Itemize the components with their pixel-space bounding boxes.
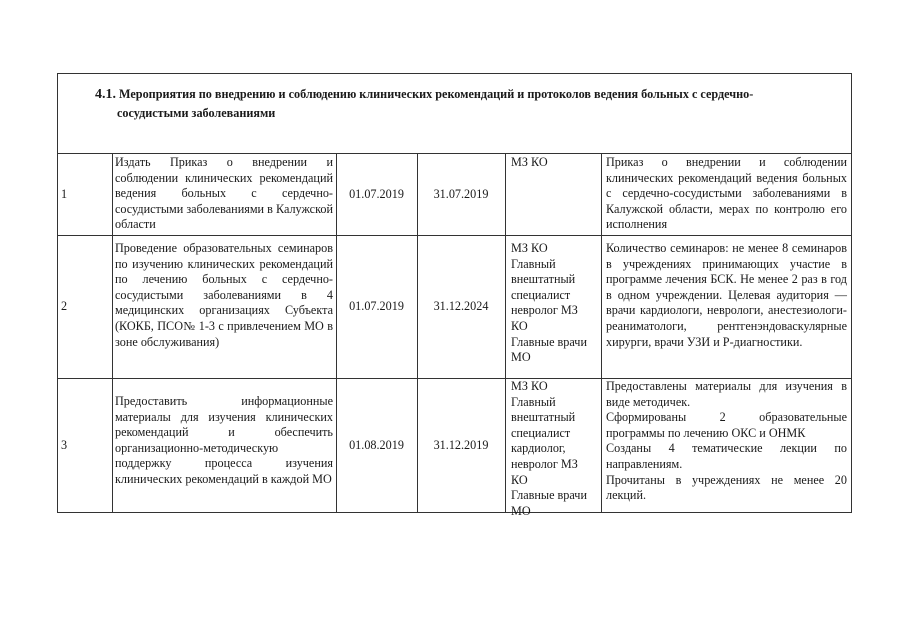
section-title-line2: сосудистыми заболеваниями [117, 106, 276, 120]
row-end-date: 31.12.2019 [433, 438, 489, 453]
row-responsible [505, 241, 601, 366]
row-end-date: 31.07.2019 [433, 186, 489, 201]
row-start-date: 01.08.2019 [349, 438, 404, 453]
result-paragraph: Сформированы 2 образовательные программы по лечению ОКС и ОНМК [606, 410, 847, 440]
row-start-date: 01.07.2019 [349, 186, 404, 201]
responsible-line: МЗ КО [511, 241, 548, 255]
document-table [57, 73, 852, 518]
result-paragraph: Предоставлены материалы для изучения в виде методичек. [606, 379, 847, 409]
section-title-line1: Мероприятия по внедрению и соблюдению клинических рекомендаций и протоколов ведения больных с сердечно- [119, 87, 754, 101]
section-number: 4.1. [95, 87, 116, 102]
row-responsible [505, 379, 601, 519]
row-start-date: 01.07.2019 [349, 299, 404, 314]
row-result [601, 379, 852, 504]
responsible-line: Главные врачи МО [511, 488, 587, 518]
row-activity: Издать Приказ о внедрении и соблюдении клинических рекомендаций ведения больных с сердечно-сосудистыми заболеваниями в Калужской области [115, 155, 333, 232]
responsible-line: МЗ КО [511, 155, 548, 169]
result-paragraph: Созданы 4 тематические лекции по направлениям. [606, 441, 847, 471]
responsible-line: МЗ КО [511, 379, 548, 393]
row-number: 2 [61, 299, 68, 314]
row-end-date: 31.12.2024 [433, 299, 489, 314]
row-activity: Предоставить информационные материалы для изучения клинических рекомендаций и обеспечить организационно-методическую поддержку процесса изучения клинических рекомендаций в каждой МО [115, 394, 333, 486]
section-title [95, 85, 840, 122]
row-number: 3 [61, 438, 68, 453]
result-paragraph: Прочитаны в учреждениях не менее 20 лекций. [606, 472, 847, 503]
responsible-line: Главные врачи МО [511, 334, 587, 365]
row-result [601, 241, 852, 350]
result-paragraph: Приказ о внедрении и соблюдении клинических рекомендаций ведения больных с сердечно-сосудистыми заболеваниями в Калужской области, мерах по контролю его исполнения [606, 155, 847, 232]
result-paragraph: Количество семинаров: не менее 8 семинаров в учреждениях принимающих участие в программе лечения БСК. Не менее 2 раз в год в одном учреждении. Целевая аудитория — врачи кардиологи, неврологи, анестезиологи-реаниматологи, рентгенэндоваскулярные хирурги, врачи УЗИ и Р-диагностики. [606, 241, 847, 349]
responsible-line: Главный внештатный специалист кардиолог, невролог МЗ КО [511, 394, 578, 487]
responsible-line: Главный внештатный специалист невролог МЗ КО [511, 256, 578, 333]
row-result [601, 155, 852, 233]
row-responsible [505, 155, 601, 171]
row-number: 1 [61, 186, 68, 201]
row-activity: Проведение образовательных семинаров по изучению клинических рекомендаций по лечению больных с сердечно-сосудистыми заболеваниями в 4 медицинских организациях Субъекта (КОКБ, ПСО№ 1-3 с привлечением МО в зоне обслуживания) [115, 241, 333, 349]
